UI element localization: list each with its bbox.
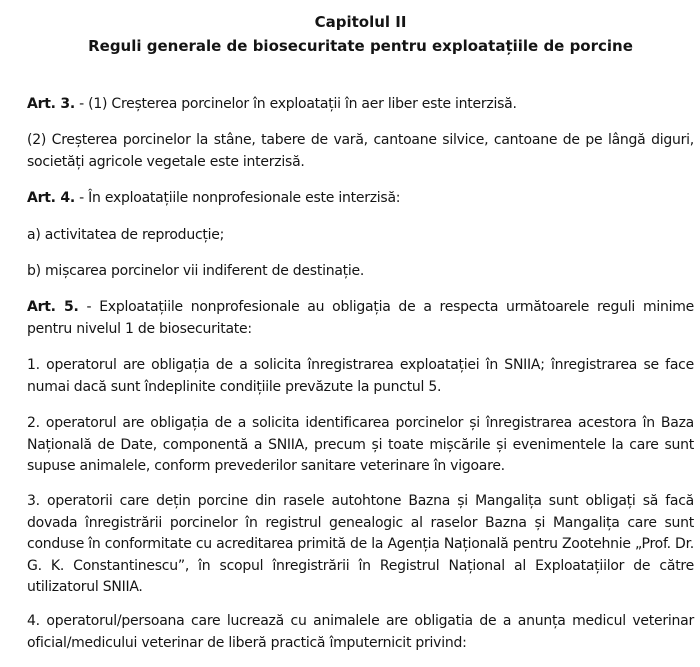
art4-label: Art. 4. [27,190,75,206]
art5-label: Art. 5. [27,299,79,315]
art5-item-2: 2. operatorul are obligația de a solicita identificarea porcinelor și înregistrarea acestora în Baza Națională de Date, componentă a SNIIA, precum și toate mișcările și evenimentele la care sunt supuse animalele, conform prevederilor sanitare veterinare în vigoare. [27,415,694,474]
art3-paragraph-2: (2) Creșterea porcinelor la stâne, tabere de vară, cantoane silvice, cantoane de pe lângă diguri, societăți agricole vegetale este interzisă. [27,132,694,170]
art5-item-4: 4. operatorul/persoana care lucrează cu animalele are obligatia de a anunța medicul veterinar oficial/medicului veterinar de liberă practică împuternicit privind: [27,613,694,651]
art4-item-a: a) activitatea de reproducție; [27,227,225,243]
art4-paragraph [27,188,694,210]
art4-text: - În exploatațiile nonprofesionale este interzisă: [74,190,401,206]
chapter-subtitle: Reguli generale de biosecuritate pentru exploatațiile de porcine [88,37,633,55]
art3-paragraph-1 [27,94,694,116]
art3-label: Art. 3. [27,96,75,112]
chapter-number: Capitolul II [314,13,407,31]
art3-p1-text: - (1) Creșterea porcinelor în exploatații în aer liber este interzisă. [74,96,517,112]
art5-item-3: 3. operatorii care dețin porcine din rasele autohtone Bazna și Mangalița sunt obligați să facă dovada înregistrării porcinelor în registrul genealogic al raselor Bazna și Mangalița care sunt conduse în conformitate cu acreditarea primită de la Agenția Națională pentru Zootehnie „Prof. Dr. G. K. Constantinescu”, în scopul înregistrării în Registrul Național al Exploatațiilor de către utilizatorul SNIIA. [27,493,694,595]
art5-text: - Exploatațiile nonprofesionale au obligația de a respecta următoarele reguli minime pentru nivelul 1 de biosecuritate: [27,299,694,337]
art5-paragraph [27,297,694,340]
art4-item-b: b) mișcarea porcinelor vii indiferent de destinație. [27,263,365,279]
art5-item-1: 1. operatorul are obligația de a solicita înregistrarea exploatației în SNIIA; înregistrarea se face numai dacă sunt îndeplinite condițiile prevăzute la punctul 5. [27,357,694,395]
